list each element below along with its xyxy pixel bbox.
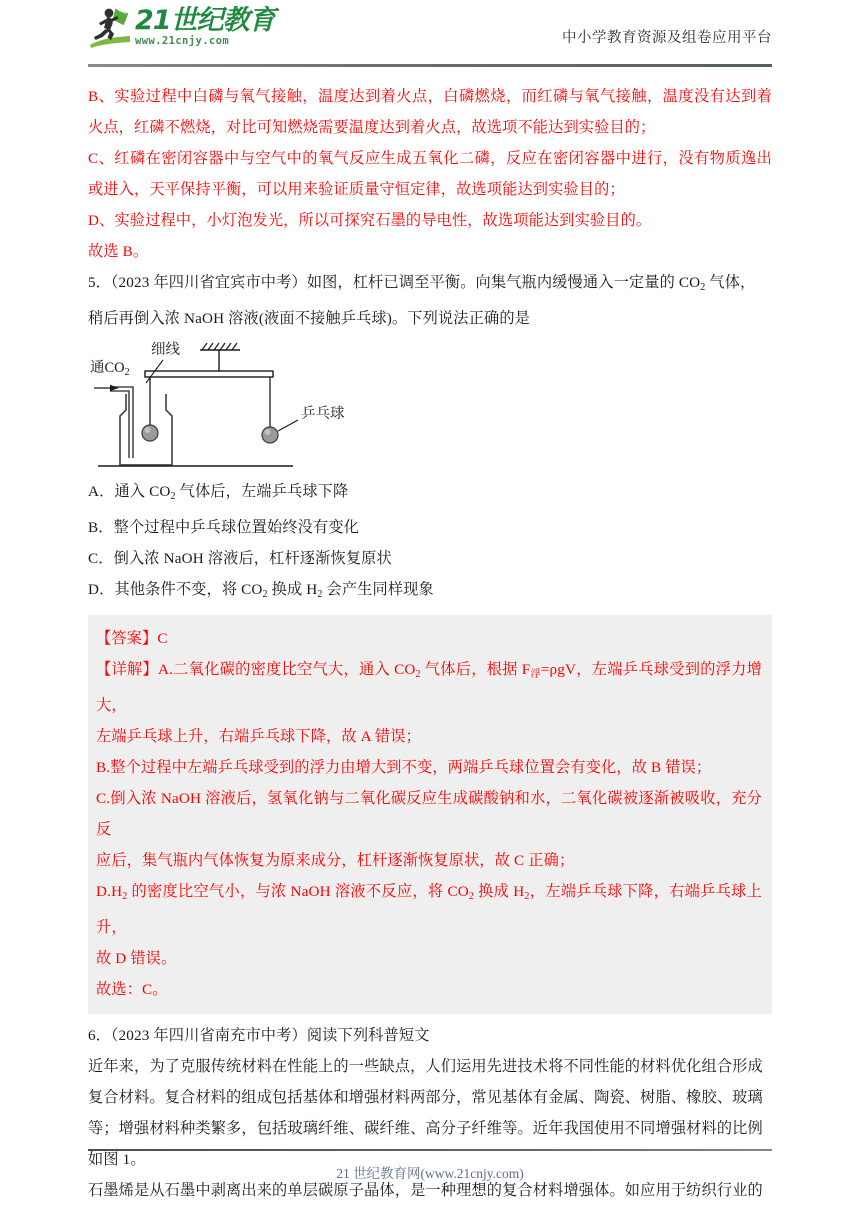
detail-a-text-3: =ρgV，左端乒乓球受到的浮力增大， bbox=[96, 661, 762, 715]
option-a-text-a: 通入 CO bbox=[114, 482, 171, 500]
prev-explanation-option-d: D、实验过程中，小灯泡发光，所以可探究石墨的导电性，故选项能达到实验目的。 bbox=[88, 212, 652, 229]
header-divider bbox=[88, 64, 772, 67]
question-5-number: 5． bbox=[88, 274, 111, 291]
option-d-subscript-1: 2 bbox=[262, 588, 268, 600]
logo-title: 21世纪教育 bbox=[135, 4, 275, 36]
pingpong-ball-leader-line bbox=[278, 420, 298, 431]
detail-d-text-3: 换成 H bbox=[474, 883, 525, 901]
logo-url: www.21cnjy.com bbox=[135, 34, 230, 47]
question-5-stem-text-a: （2023 年四川省宜宾市中考）如图，杠杆已调至平衡。向集气瓶内缓慢通入一定量的 CO bbox=[110, 274, 701, 291]
detail-d-text-2: 的密度比空气小，与浓 NaOH 溶液不反应，将 CO bbox=[127, 883, 469, 901]
question-5-stem-line-2: 稍后再倒入浓 NaOH 溶液(液面不接触乒乓球)。下列说法正确的是 bbox=[88, 309, 530, 327]
option-d-letter: D． bbox=[88, 580, 115, 598]
detail-a-text-1: A.二氧化碳的密度比空气大，通入 CO bbox=[157, 661, 416, 679]
question-6-para2-line1: 石墨烯是从石墨中剥离出来的单层碳原子晶体，是一种理想的复合材料增强体。如应用于纺织行业的 bbox=[88, 1181, 763, 1199]
gas-delivery-tube-icon bbox=[110, 387, 133, 458]
document-content bbox=[88, 67, 772, 1206]
detail-d-text-1: D.H bbox=[96, 883, 123, 901]
option-d-text-b: 换成 H bbox=[267, 580, 318, 598]
option-d-text-a: 其他条件不变，将 CO bbox=[114, 580, 263, 598]
question-5-option-d bbox=[88, 574, 772, 610]
option-b-text: 整个过程中乒乓球位置始终没有变化 bbox=[113, 518, 360, 536]
header-tagline: 中小学教育资源及组卷应用平台 bbox=[562, 30, 772, 46]
detail-line-a-2: 左端乒乓球上升，右端乒乓球下降，故 A 错误； bbox=[96, 728, 421, 746]
question-6-stem bbox=[88, 1020, 772, 1051]
detail-line-b: B.整个过程中左端乒乓球受到的浮力由增大到不变，两端乒乓球位置会有变化，故 B 错误； bbox=[96, 759, 712, 777]
option-d-text-c: 会产生同样现象 bbox=[322, 580, 434, 598]
detail-final-answer: 故选：C。 bbox=[96, 980, 168, 998]
option-d-subscript-2: 2 bbox=[317, 588, 323, 600]
detail-a-subscript-buoyancy: 浮 bbox=[530, 669, 541, 681]
detail-d-text-4: ，左端乒乓球下降，右端乒乓球上升， bbox=[96, 883, 763, 936]
question-5-figure bbox=[88, 338, 772, 474]
option-a-text-b: 气体后，左端乒乓球下降 bbox=[175, 482, 349, 500]
prev-explanation-conclusion: 故选 B。 bbox=[88, 243, 149, 260]
pingpong-ball-left-icon bbox=[142, 377, 158, 441]
logo-text bbox=[135, 4, 275, 47]
page-footer bbox=[88, 1149, 772, 1182]
running-person-with-book-icon bbox=[88, 4, 132, 50]
option-a-letter: A． bbox=[88, 482, 115, 500]
question-5-option-b bbox=[88, 512, 772, 543]
detail-a-text-2: 气体后，根据 F bbox=[420, 661, 531, 679]
question-6-para1-line4: 如图 1。 bbox=[88, 1150, 146, 1168]
question-6-para1-line3: 等；增强材料种类繁多，包括玻璃纤维、碳纤维、高分子纤维等。近年我国使用不同增强材料的比例 bbox=[88, 1119, 763, 1137]
answer-value: C bbox=[157, 630, 168, 648]
question-5-stem-text-b: 气体， bbox=[705, 274, 756, 291]
figure-label-thin-string: 细线 bbox=[151, 341, 180, 358]
site-logo bbox=[88, 4, 275, 50]
figure-label-gas-inlet: 通$CO_2$ bbox=[90, 359, 130, 378]
prev-explanation-option-b: B、实验过程中白磷与氧气接触，温度达到着火点，白磷燃烧，而红磷与氧气接触，温度没有达到着火点，红磷不燃烧，对比可知燃烧需要温度达到着火点，故选项不能达到实验目的； bbox=[88, 88, 772, 136]
detail-d-subscript-3: 2 bbox=[524, 890, 530, 902]
option-a-subscript: 2 bbox=[170, 490, 176, 502]
detail-a-subscript-1: 2 bbox=[415, 669, 421, 681]
question-5-stem-line-1 bbox=[88, 267, 772, 303]
detail-line-c-1: C.倒入浓 NaOH 溶液后，氢氧化钠与二氧化碳反应生成碳酸钠和水，二氧化碳被逐渐被吸收，充分反 bbox=[96, 790, 762, 839]
detail-line-a-1 bbox=[96, 654, 762, 721]
detail-label: 【详解】 bbox=[96, 661, 158, 679]
question-6-para1-line2: 复合材料。复合材料的组成包括基体和增强材料两部分，常见基体有金属、陶瓷、树脂、橡胶、玻璃 bbox=[88, 1088, 763, 1106]
detail-line-c-2: 应后，集气瓶内气体恢复为原来成分，杠杆逐渐恢复原状，故 C 正确； bbox=[96, 852, 575, 870]
page-header bbox=[88, 0, 772, 62]
question-5-answer-box bbox=[88, 615, 772, 1014]
question-5-stem-subscript: 2 bbox=[700, 281, 706, 293]
question-6-stem-text: （2023 年四川省南充市中考）阅读下列科普短文 bbox=[110, 1026, 430, 1044]
footer-divider bbox=[88, 1149, 772, 1151]
answer-line bbox=[96, 623, 762, 654]
pingpong-ball-right-icon bbox=[262, 377, 278, 443]
hatched-ceiling-support-icon bbox=[200, 343, 240, 371]
detail-d-subscript-1: 2 bbox=[122, 890, 128, 902]
lever-beam-icon bbox=[145, 371, 273, 377]
detail-line-d-2: 故 D 错误。 bbox=[96, 949, 177, 967]
detail-line-d-1 bbox=[96, 876, 762, 943]
question-5-option-c bbox=[88, 543, 772, 574]
question-5-option-a bbox=[88, 476, 772, 512]
option-b-letter: B． bbox=[88, 518, 114, 536]
footer-credit: 21 世纪教育网(www.21cnjy.com) bbox=[336, 1166, 524, 1181]
question-6-number: 6． bbox=[88, 1026, 111, 1044]
question-6-para1-line1: 近年来，为了克服传统材料在性能上的一些缺点，人们运用先进技术将不同性能的材料优化组合形成 bbox=[88, 1057, 763, 1075]
detail-d-subscript-2: 2 bbox=[468, 890, 475, 902]
figure-label-pingpong-ball: 乒乓球 bbox=[301, 405, 345, 422]
lever-balance-diagram bbox=[88, 338, 428, 474]
option-c-letter: C． bbox=[88, 549, 114, 567]
answer-label: 【答案】 bbox=[96, 630, 158, 648]
prev-explanation-option-c: C、红磷在密闭容器中与空气中的氧气反应生成五氧化二磷，反应在密闭容器中进行，没有物质逸出或进入，天平保持平衡，可以用来验证质量守恒定律，故选项能达到实验目的； bbox=[88, 150, 772, 198]
option-c-text: 倒入浓 NaOH 溶液后，杠杆逐渐恢复原状 bbox=[113, 549, 392, 567]
